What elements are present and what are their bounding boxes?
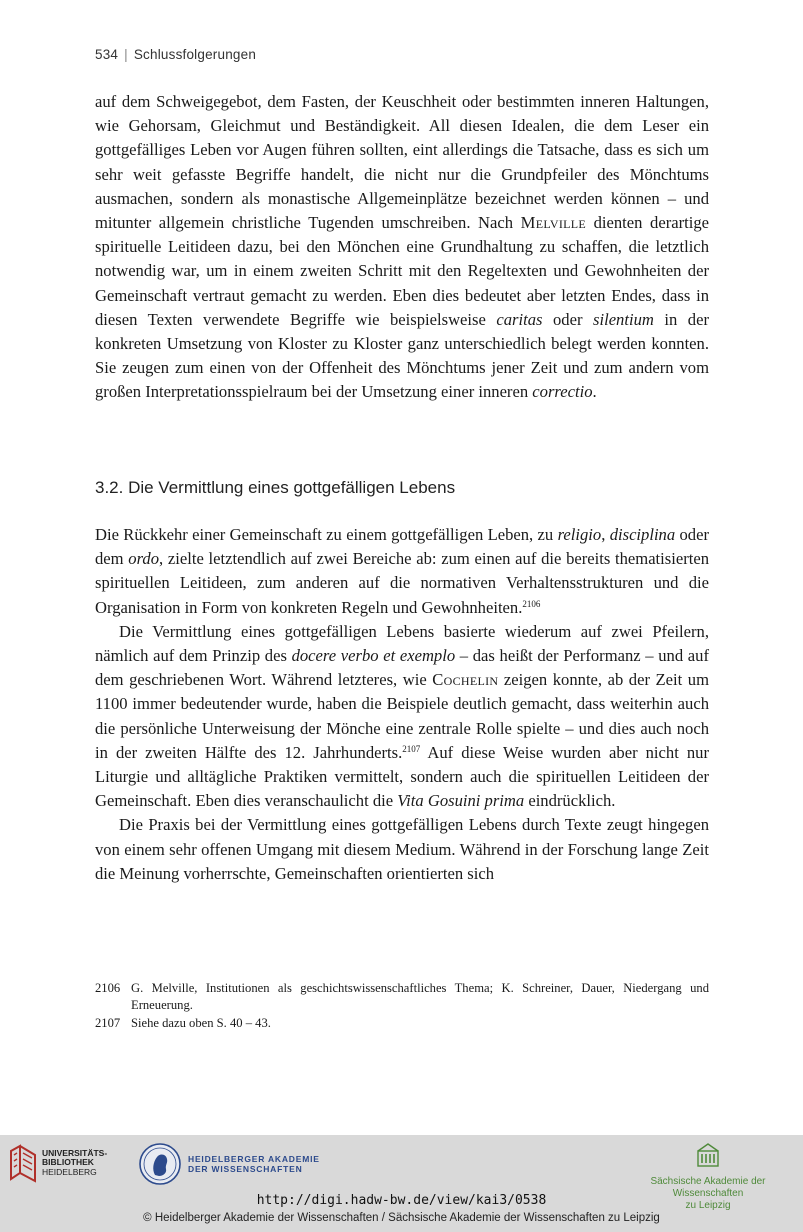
running-header bbox=[95, 47, 256, 62]
author-cochelin: Cochelin bbox=[432, 670, 499, 690]
term-disciplina: disciplina bbox=[609, 525, 676, 544]
footnotes bbox=[95, 980, 709, 1033]
title-vita-gosuini: Vita Gosuini prima bbox=[397, 791, 525, 811]
footnote-ref-2106[interactable]: 2106 bbox=[522, 598, 541, 609]
paragraph bbox=[95, 523, 709, 620]
text-run: auf dem Schweigegebot, dem Fasten, der Keuschheit oder bestimmten inneren Haltungen, wie Gehorsam, Gleichmut und Beständigkeit. All diesen Idealen, die dem Leser ein gottgefälliges Leben vor Augen führen sollten, eint allerdings die Tatsache, dass es sich um sehr weit gefasste Begriffe handelt, die nicht nur die Grundpfeiler des Mönchtums ausmachen, sondern als monastische Allgemeinplätze bezeichnet werden können – und mitunter allgemein christliche Tugenden umschreiben. Nach bbox=[95, 92, 709, 233]
saw-building-icon bbox=[697, 1143, 719, 1167]
text-run: eindrücklich. bbox=[524, 791, 616, 811]
term-silentium: silentium bbox=[593, 309, 654, 329]
hadw-logo[interactable] bbox=[138, 1142, 320, 1186]
source-url-link[interactable]: http://digi.hadw-bw.de/view/kai3/0538 bbox=[256, 1193, 547, 1208]
footnote-2106 bbox=[95, 980, 709, 1014]
hadw-line: DER WISSENSCHAFTEN bbox=[188, 1164, 303, 1174]
text-run: oder dem bbox=[95, 525, 709, 569]
author-melville: Melville bbox=[520, 213, 587, 233]
term-ordo: ordo bbox=[128, 549, 160, 569]
term-religio: religio bbox=[557, 525, 602, 544]
text-run: Auf diese Weise wurden aber nicht nur Liturgie und alltägliche Praktiken vermittelt, sondern auch die spirituellen Leitideen der Gemeinschaft. Eben dies veranschaulicht die bbox=[95, 742, 709, 811]
term-docere-verbo: docere verbo et exemplo bbox=[291, 646, 456, 666]
footnote-text: Siehe dazu oben S. 40 – 43. bbox=[131, 1016, 271, 1030]
running-title: Schlussfolgerungen bbox=[133, 47, 257, 62]
page-number: 534 bbox=[95, 47, 119, 62]
section-body bbox=[95, 523, 709, 886]
ub-line: UNIVERSITÄTS- bbox=[42, 1147, 108, 1158]
footnote-number: 2106 bbox=[95, 981, 121, 995]
footnote-2107 bbox=[95, 1015, 709, 1032]
text-run: oder bbox=[542, 309, 594, 329]
text-run: , zielte letztendlich auf zwei Bereiche ab: zum einen auf die bereits thematisierten spirituellen Leitideen, zum anderen auf die normativen Verhaltensstrukturen und die Organisation in Form von konkreten Regeln und Gewohnheiten. bbox=[95, 549, 710, 617]
text-run: Die Rückkehr einer Gemeinschaft zu einem gottgefälligen Leben, zu bbox=[95, 525, 558, 544]
term-caritas: caritas bbox=[496, 309, 543, 329]
paragraph bbox=[95, 813, 709, 886]
text-run: Die Vermittlung eines gottgefälligen Lebens basierte wiederum auf zwei Pfeilern, nämlich auf dem Prinzip des bbox=[95, 621, 709, 666]
header-separator: | bbox=[124, 47, 128, 62]
text-run: zeigen konnte, ab der Zeit um 1100 immer bedeutender wurde, haben die Beispiele deutlich gemacht, dass weiterhin auch die persönliche Unterweisung der Mönche eine zentrale Rolle spielte – und dies auch noch in der zweiten Hälfte des 12. Jahrhunderts. bbox=[95, 670, 710, 762]
text-run: , bbox=[601, 525, 610, 544]
ub-heidelberg-logo[interactable] bbox=[8, 1143, 107, 1183]
hadw-line: HEIDELBERGER AKADEMIE bbox=[188, 1154, 320, 1164]
text-run: Die Praxis bei der Vermittlung eines gottgefälligen Lebens durch Texte zeugt hingegen von einem sehr offenen Umgang mit diesem Medium. Während in der Forschung lange Zeit die Meinung vorherrschte, Gemeinschaften orientierten sich bbox=[95, 815, 709, 883]
text-run: – das heißt der Performanz – und auf dem geschriebenen Wort. Während letzteres, wie bbox=[95, 646, 709, 690]
paragraph-intro bbox=[95, 90, 709, 405]
paragraph bbox=[95, 620, 709, 814]
saw-line: zu Leipzig bbox=[685, 1200, 731, 1211]
ub-emblem-icon bbox=[8, 1143, 38, 1183]
ub-line: BIBLIOTHEK bbox=[42, 1157, 94, 1168]
text-run: . bbox=[592, 382, 597, 402]
hadw-seal-icon bbox=[138, 1142, 182, 1186]
footnote-text: G. Melville, Institutionen als geschichtswissenschaftliches Thema; K. Schreiner, Dauer, Niedergang und Erneuerung. bbox=[131, 981, 709, 1012]
footnote-ref-2107[interactable]: 2107 bbox=[402, 743, 421, 754]
term-correctio: correctio bbox=[532, 382, 593, 402]
ub-line: HEIDELBERG bbox=[42, 1166, 97, 1177]
text-run: in der konkreten Umsetzung von Kloster zu Kloster ganz unterschiedlich belegt werden konnten. Sie zeugen zum einen von der Offenheit des Mönchtums jener Zeit und zum andern vom großen Interpretationsspielraum bei der Umsetzung einer inneren bbox=[95, 309, 709, 402]
text-run: dienten derartige spirituelle Leitideen dazu, bei den Mönchen eine Grundhaltung zu schaffen, die letztlich notwendig war, um in einem zweiten Schritt mit den Regeltexten und Gewohnheiten der Gemeinschaft vertraut gemacht zu werden. Eben dies bedeutet aber letzten Endes, dass in diesen Texten verwendete Begriffe wie beispielsweise bbox=[95, 213, 709, 329]
section-heading: 3.2. Die Vermittlung eines gottgefälligen Lebens bbox=[95, 478, 456, 497]
footnote-number: 2107 bbox=[95, 1016, 121, 1030]
ub-logo-text bbox=[42, 1149, 107, 1178]
hadw-logo-text bbox=[188, 1154, 320, 1174]
copyright-notice: © Heidelberger Akademie der Wissenschaften / Sächsische Akademie der Wissenschaften zu Leipzig bbox=[143, 1212, 660, 1224]
saw-line: Sächsische Akademie der Wissenschaften bbox=[650, 1176, 766, 1199]
